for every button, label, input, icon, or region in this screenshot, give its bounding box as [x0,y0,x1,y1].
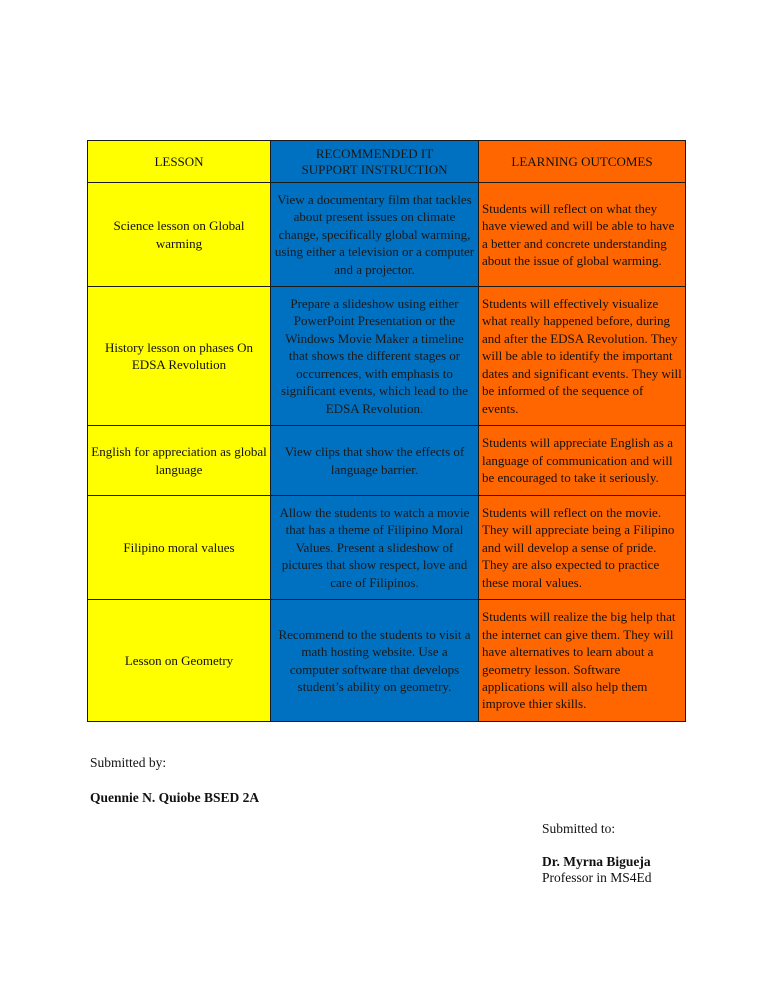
header-recommended-it-support [271,141,479,183]
submitted-to-title: Professor in MS4Ed [542,870,652,885]
table-header-row [88,141,686,183]
header-learning-outcomes: LEARNING OUTCOMES [479,141,686,183]
table-row [88,600,686,722]
instruction-cell: Prepare a slideshow using either PowerPoint Presentation or the Windows Movie Maker a timeline that shows the different stages or occurrences, with emphasis to significant events, which lead to the EDSA Revolution. [271,287,479,426]
lesson-cell: English for appreciation as global language [88,426,271,496]
lesson-plan-table [87,140,686,722]
instruction-cell: Allow the students to watch a movie that has a theme of Filipino Moral Values. Present a slideshow of pictures that show respect, love and care of Filipinos. [271,496,479,600]
outcome-cell: Students will realize the big help that the internet can give them. They will have alternatives to learn about a geometry lesson. Software applications will also help them improve thier skills. [479,600,686,722]
instruction-cell: View clips that show the effects of language barrier. [271,426,479,496]
outcome-cell: Students will reflect on the movie. They will appreciate being a Filipino and will develop a sense of pride. They are also expected to practice these moral values. [479,496,686,600]
table-row [88,183,686,287]
submitted-by-name: Quennie N. Quiobe BSED 2A [90,790,260,805]
submitted-by-label: Submitted by: [90,755,167,770]
table-row [88,287,686,426]
header-recommended-it-support-text: RECOMMENDED IT SUPPORT INSTRUCTION [301,145,448,177]
outcome-cell: Students will reflect on what they have viewed and will be able to have a better and concrete understanding about the issue of global warming. [479,183,686,287]
outcome-cell: Students will effectively visualize what really happened before, during and after the EDSA Revolution. They will be able to identify the important dates and significant events. They will be informed of the sequence of events. [479,287,686,426]
table-row [88,426,686,496]
header-lesson: LESSON [88,141,271,183]
instruction-cell: View a documentary film that tackles about present issues on climate change, specifically global warming, using either a television or a computer and a projector. [271,183,479,287]
instruction-cell: Recommend to the students to visit a math hosting website. Use a computer software that develops student’s ability on geometry. [271,600,479,722]
submitted-to-label: Submitted to: [542,821,616,836]
lesson-cell: Science lesson on Global warming [88,183,271,287]
lesson-cell: History lesson on phases On EDSA Revolution [88,287,271,426]
submitted-to-name: Dr. Myrna Bigueja [542,854,651,869]
outcome-cell: Students will appreciate English as a language of communication and will be encouraged to take it seriously. [479,426,686,496]
lesson-cell: Lesson on Geometry [88,600,271,722]
table-row [88,496,686,600]
lesson-cell: Filipino moral values [88,496,271,600]
